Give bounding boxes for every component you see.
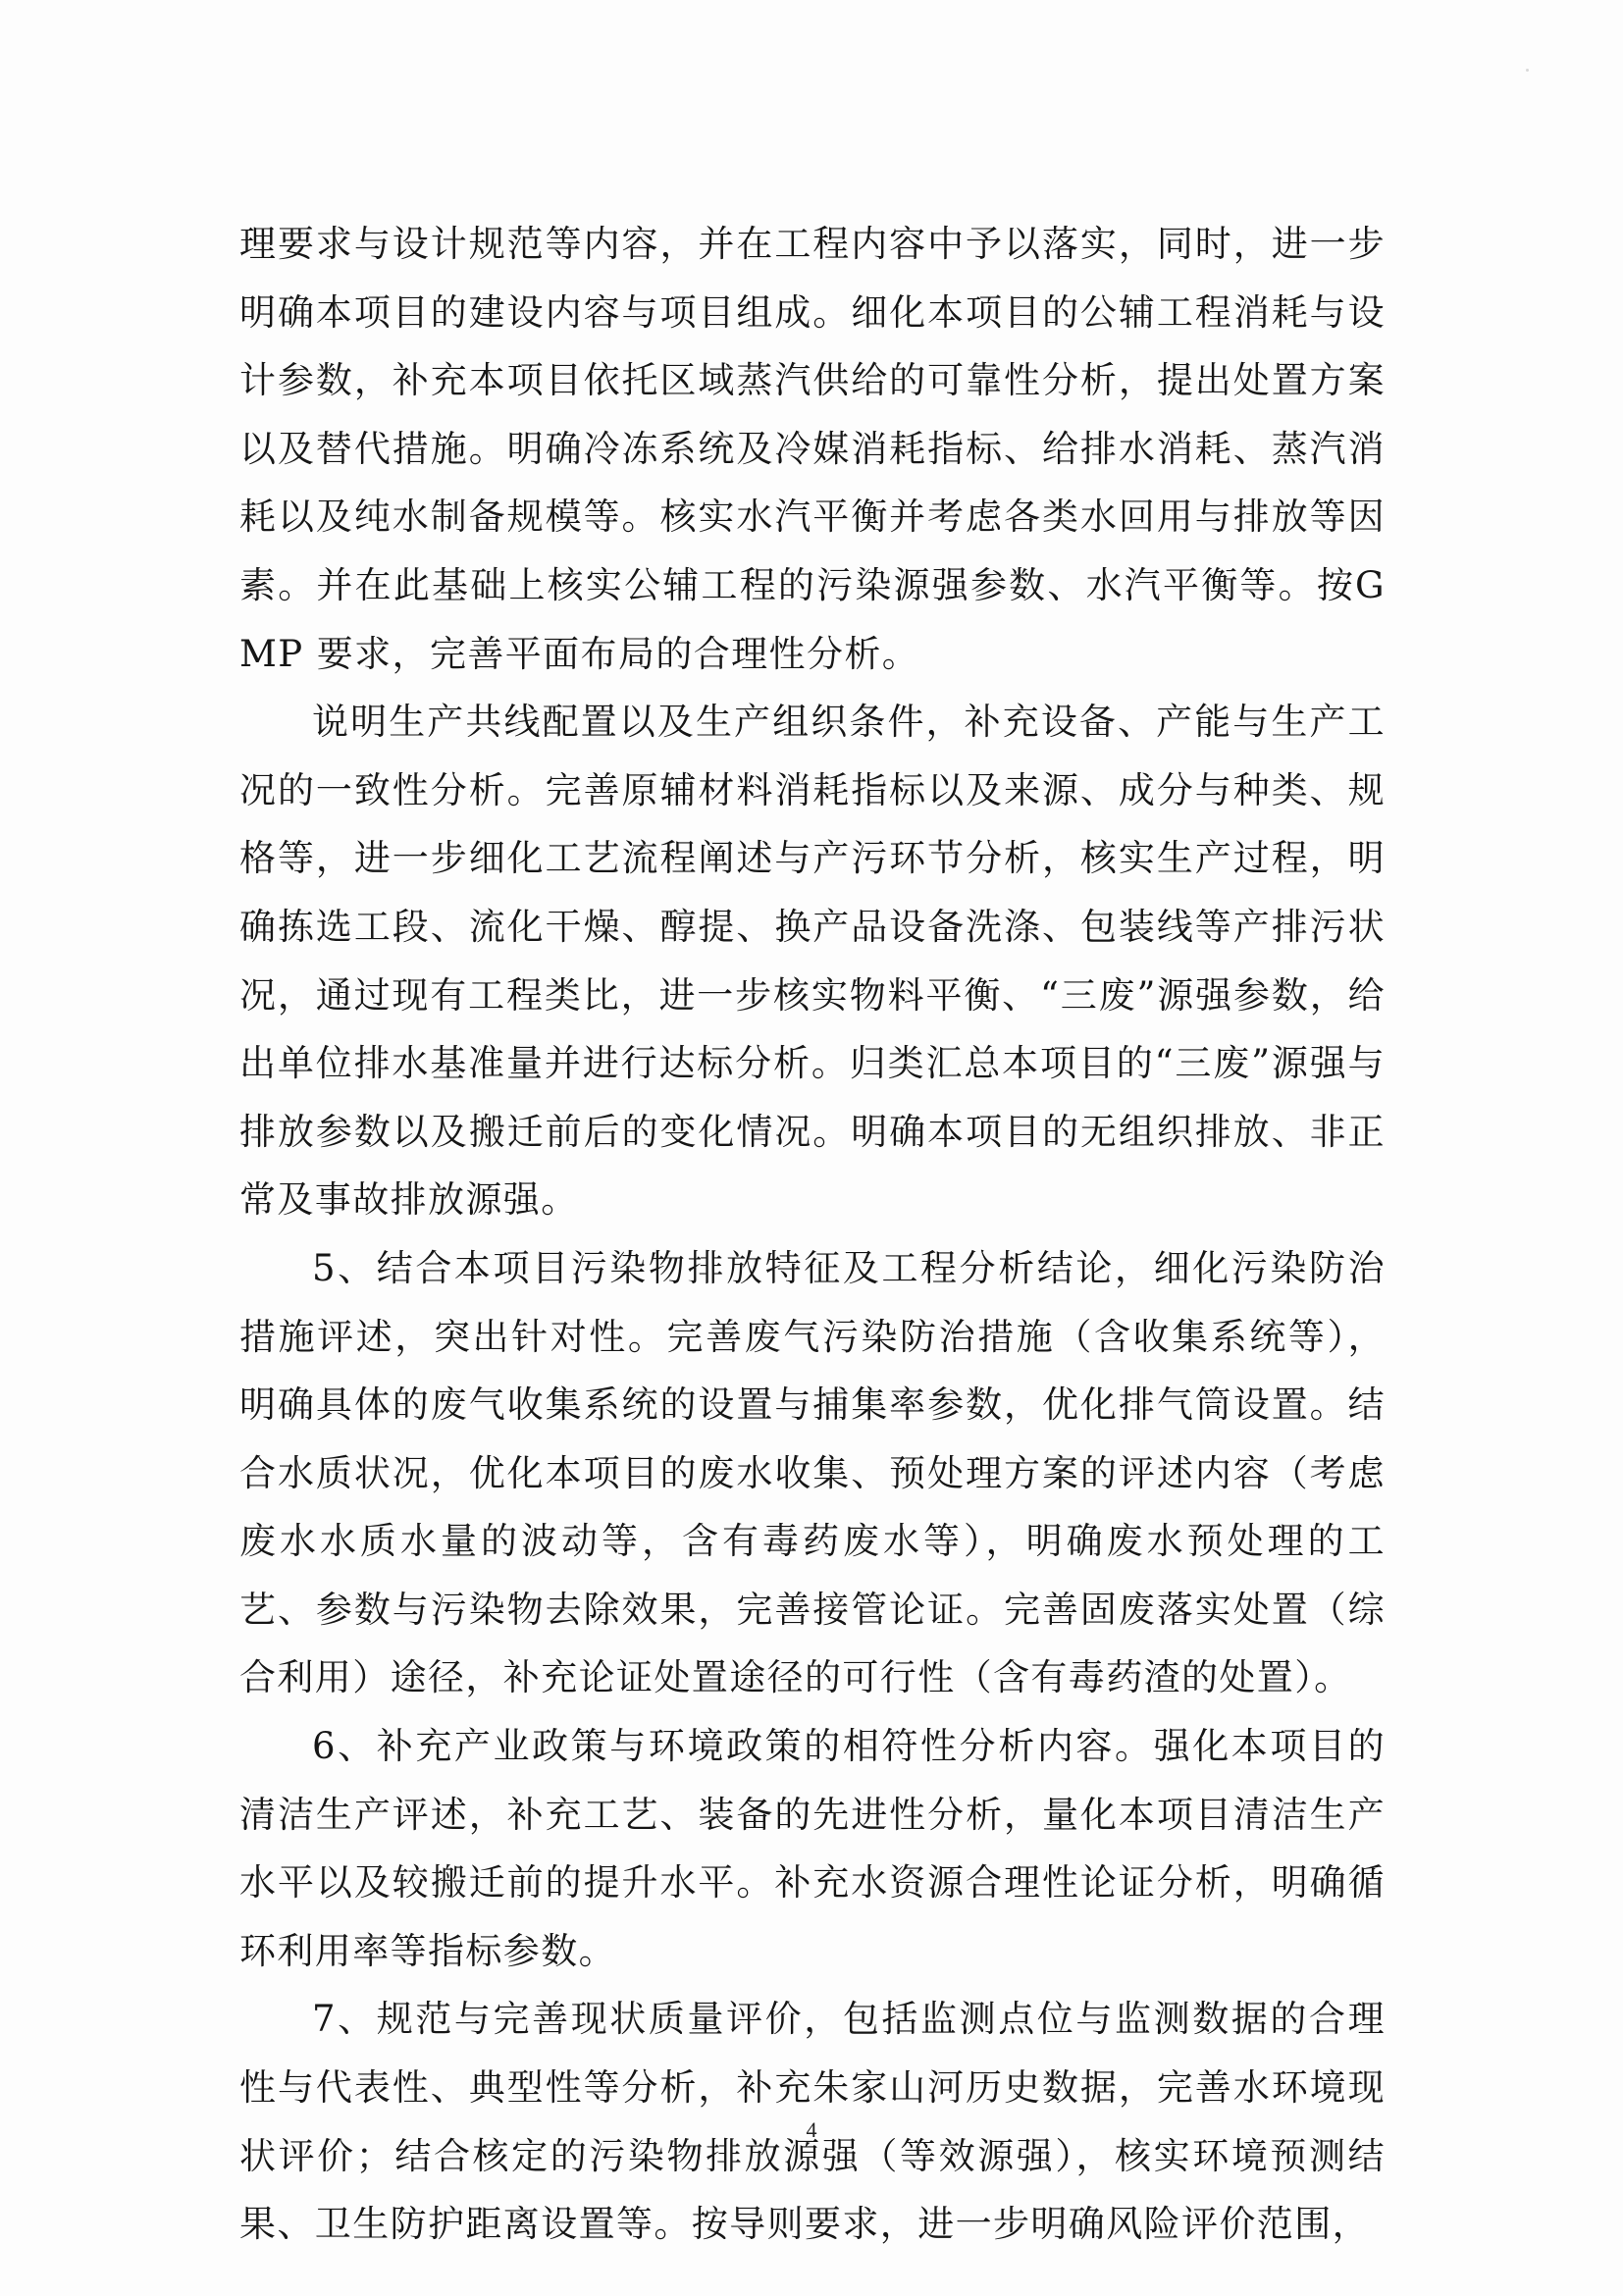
paragraph-p3: 5、结合本项目污染物排放特征及工程分析结论，细化污染防治措施评述，突出针对性。完善废气污染防治措施（含收集系统等），明确具体的废气收集系统的设置与捕集率参数，优化排气筒设置。结合水质状况，优化本项目的废水收集、预处理方案的评述内容（考虑废水水质水量的波动等，含有毒药废水等），明确废水预处理的工艺、参数与污染物去除效果，完善接管论证。完善固废落实处置（综合利用）途径，补充论证处置途径的可行性（含有毒药渣的处置）。 [239,1246,1386,1699]
page-number: 4 [806,2117,817,2142]
paragraph-p4: 6、补充产业政策与环境政策的相符性分析内容。强化本项目的清洁生产评述，补充工艺、装备的先进性分析，量化本项目清洁生产水平以及较搬迁前的提升水平。补充水资源合理性论证分析，明确循环利用率等指标参数。 [239,1725,1386,1972]
paragraph-p1: 理要求与设计规范等内容，并在工程内容中予以落实，同时，进一步明确本项目的建设内容与项目组成。细化本项目的公辅工程消耗与设计参数，补充本项目依托区域蒸汽供给的可靠性分析，提出处置方案以及替代措施。明确冷冻系统及冷媒消耗指标、给排水消耗、蒸汽消耗以及纯水制备规模等。核实水汽平衡并考虑各类水回用与排放等因素。并在此基础上核实公辅工程的污染源强参数、水汽平衡等。按GMP 要求，完善平面布局的合理性分析。 [239,223,1386,675]
paragraph-p2: 说明生产共线配置以及生产组织条件，补充设备、产能与生产工况的一致性分析。完善原辅材料消耗指标以及来源、成分与种类、规格等，进一步细化工艺流程阐述与产污环节分析，核实生产过程，明确拣选工段、流化干燥、醇提、换产品设备洗涤、包装线等产排污状况，通过现有工程类比，进一步核实物料平衡、“三废”源强参数，给出单位排水基准量并进行达标分析。归类汇总本项目的“三废”源强与排放参数以及搬迁前后的变化情况。明确本项目的无组织排放、非正常及事故排放源强。 [239,701,1386,1222]
scan-speck [1526,69,1529,72]
body-text [239,210,1386,2259]
paragraph-p5: 7、规范与完善现状质量评价，包括监测点位与监测数据的合理性与代表性、典型性等分析，补充朱家山河历史数据，完善水环境现状评价；结合核定的污染物排放源强（等效源强），核实环境预测结果、卫生防护距离设置等。按导则要求，进一步明确风险评价范围， [239,1998,1386,2246]
